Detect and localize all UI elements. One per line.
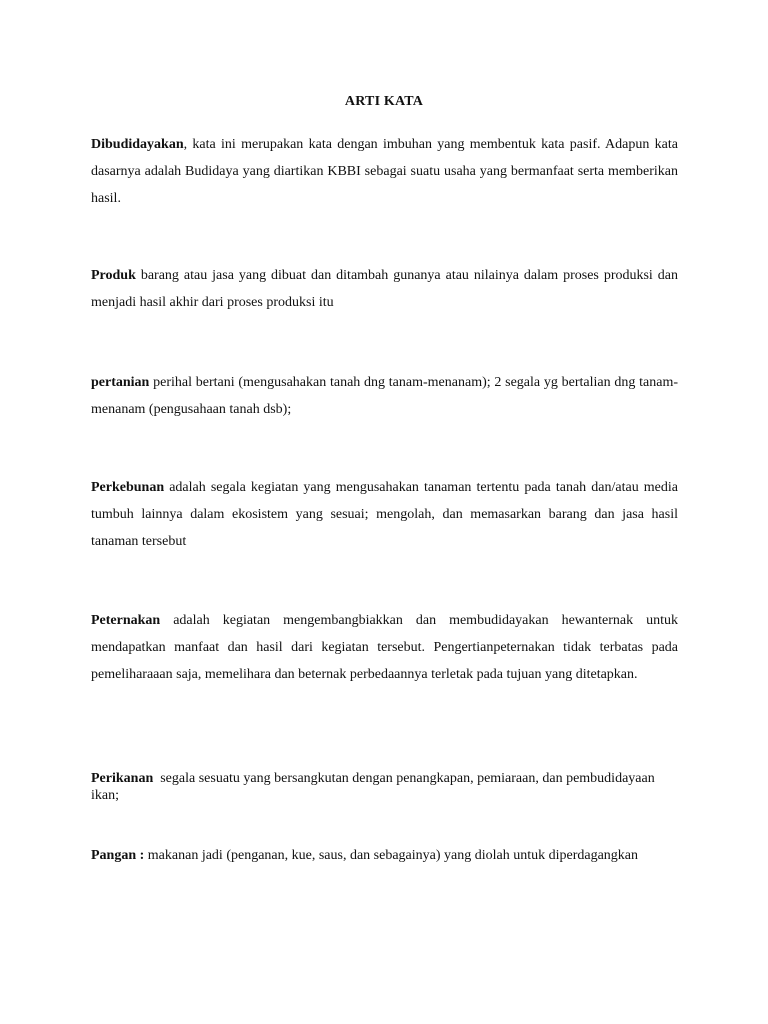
entry-definition: segala sesuatu yang bersangkutan dengan penangkapan, pemiaraan, dan pembudidayaan ikan;	[91, 771, 659, 803]
entry-term: Pangan :	[91, 848, 145, 863]
entry-definition: perihal bertani (mengusahakan tanah dng tanam-menanam); 2 segala yg bertalian dng tanam-menanam (pengusahaan tanah dsb);	[91, 375, 678, 417]
definition-entry-produk	[91, 262, 678, 316]
document-title: ARTI KATA	[344, 94, 424, 109]
entry-definition: barang atau jasa yang dibuat dan ditambah gunanya atau nilainya dalam proses produksi dan menjadi hasil akhir dari proses produksi itu	[91, 268, 678, 310]
definition-entry-pertanian	[91, 369, 678, 423]
definition-entry-dibudidayakan	[91, 131, 678, 212]
entry-term: Peternakan	[91, 613, 161, 628]
definition-entry-perikanan	[91, 770, 678, 804]
entry-definition: , kata ini merupakan kata dengan imbuhan yang membentuk kata pasif. Adapun kata dasarnya adalah Budidaya yang diartikan KBBI sebagai suatu usaha yang bermanfaat serta memberikan hasil.	[91, 137, 678, 206]
definition-entry-perkebunan	[91, 474, 678, 555]
definition-entry-pangan	[91, 842, 678, 869]
entry-term: Produk	[91, 268, 136, 283]
definition-entry-peternakan	[91, 607, 678, 688]
entry-term: pertanian	[91, 375, 150, 390]
entry-definition: adalah kegiatan mengembangbiakkan dan membudidayakan hewanternak untuk mendapatkan manfaat dan hasil dari kegiatan tersebut. Pengertianpeternakan tidak terbatas pada pemeliharaaan saja, memelihara dan beternak perbedaannya terletak pada tujuan yang ditetapkan.	[91, 613, 678, 682]
entry-definition: adalah segala kegiatan yang mengusahakan tanaman tertentu pada tanah dan/atau media tumbuh lainnya dalam ekosistem yang sesuai; mengolah, dan memasarkan barang dan jasa hasil tanaman tersebut	[91, 480, 678, 549]
entry-term: Perkebunan	[91, 480, 165, 495]
entry-term: Perikanan	[91, 771, 154, 786]
entry-definition: makanan jadi (penganan, kue, saus, dan sebagainya) yang diolah untuk diperdagangkan	[144, 848, 639, 863]
entry-term: Dibudidayakan	[91, 137, 184, 152]
